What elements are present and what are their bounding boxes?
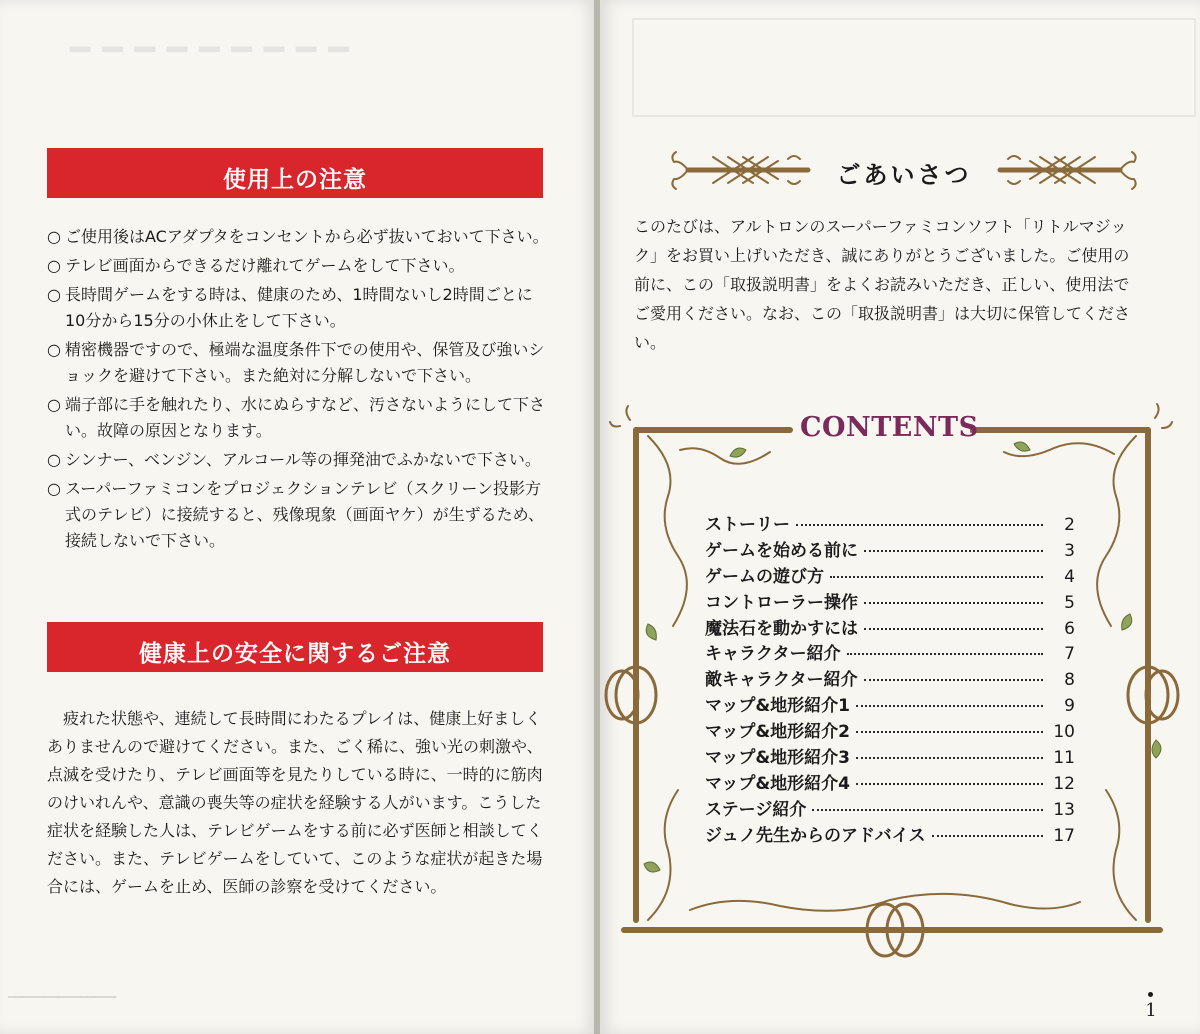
toc-entry[interactable] xyxy=(705,769,1075,795)
notice-item: ○ ご使用後はACアダプタをコンセントから必ず抜いておいて下さい。 xyxy=(47,224,552,250)
toc-label: ストーリー xyxy=(705,515,790,535)
toc-leader xyxy=(856,731,1043,733)
toc-entry[interactable] xyxy=(705,510,1075,536)
bullet-circle-icon: ○ xyxy=(47,450,61,469)
toc-page: 8 xyxy=(1064,670,1075,691)
toc-page: 13 xyxy=(1053,799,1075,820)
toc-label: コントローラー操作 xyxy=(705,592,858,613)
toc-leader xyxy=(864,628,1043,630)
bullet-circle-icon: ○ xyxy=(47,395,61,414)
toc-label: キャラクター紹介 xyxy=(705,644,841,665)
toc-label: マップ&地形紹介3 xyxy=(705,748,850,769)
bullet-circle-icon: ○ xyxy=(47,256,61,275)
bleed-through-text: ━ ━ ━ ━ ━ ━ ━ ━ ━ xyxy=(70,30,349,70)
bleed-through-text: ━━━━━━━━━━━━━━━ xyxy=(8,990,117,1004)
notice-item: ○ 精密機器ですので、極端な温度条件下での使用や、保管及び強いショックを避けて下さい。また絶対に分解しないで下さい。 xyxy=(47,337,552,389)
health-paragraph: 疲れた状態や、連続して長時間にわたるプレイは、健康上好ましくありませんので避けてください。また、ごく稀に、強い光の刺激や、点滅を受けたり、テレビ画面等を見たりしている時に、一時的に筋肉のけいれんや、意識の喪失等の症状を経験する人がいます。こうした症状を経験した人は、テレビゲームをする前に必ず医師と相談してください。また、テレビゲームをしていて、このような症状が起きた場合には、ゲームを止め、医師の診察を受けてください。 xyxy=(47,709,543,896)
toc-leader xyxy=(864,602,1043,604)
toc-entry[interactable] xyxy=(705,588,1075,614)
notice-item: ○ シンナー、ベンジン、アルコール等の揮発油でふかないで下さい。 xyxy=(47,447,552,473)
greeting-title: ごあいさつ xyxy=(836,161,972,189)
notice-banner xyxy=(47,148,543,198)
toc-label: ゲームの遊び方 xyxy=(705,566,824,587)
toc-page: 7 xyxy=(1064,644,1075,665)
toc-label: 敵キャラクター紹介 xyxy=(705,670,858,691)
toc-entry[interactable] xyxy=(705,614,1075,640)
toc-page: 12 xyxy=(1053,773,1075,794)
notice-item: ○ 端子部に手を触れたり、水にぬらすなど、汚さないようにして下さい。故障の原因となります。 xyxy=(47,392,552,444)
toc-page: 17 xyxy=(1053,825,1075,846)
toc-label: 魔法石を動かすには xyxy=(705,618,858,639)
notice-title: 使用上の注意 xyxy=(223,166,367,193)
toc-label: ゲームを始める前に xyxy=(705,540,858,561)
left-page xyxy=(0,0,596,1034)
toc-entry[interactable] xyxy=(705,691,1075,717)
toc-leader xyxy=(864,679,1043,681)
toc-leader xyxy=(856,783,1043,785)
toc-leader xyxy=(812,809,1043,811)
toc-page: 11 xyxy=(1053,748,1075,769)
notice-item: ○ テレビ画面からできるだけ離れてゲームをして下さい。 xyxy=(47,253,552,279)
toc-leader xyxy=(796,524,1043,526)
toc-entry[interactable] xyxy=(705,665,1075,691)
toc-page: 9 xyxy=(1064,696,1075,717)
toc-entry[interactable] xyxy=(705,717,1075,743)
toc-label: ステージ紹介 xyxy=(705,799,807,820)
greeting-header xyxy=(668,145,1140,195)
toc-leader xyxy=(856,757,1043,759)
toc-leader xyxy=(847,653,1043,655)
bullet-circle-icon: ○ xyxy=(47,340,61,359)
toc-entry[interactable] xyxy=(705,743,1075,769)
greeting-paragraph: このたびは、アルトロンのスーパーファミコンソフト「リトルマジック」をお買い上げいただき、誠にありがとうございました。ご使用の前に、この「取扱説明書」をよくお読みいただき、正しい、使用法でご愛用ください。なお、この「取扱説明書」は大切に保管してください。 xyxy=(634,217,1131,352)
toc-leader xyxy=(932,835,1044,837)
toc-label: ジュノ先生からのアドバイス xyxy=(705,825,926,846)
health-title: 健康上の安全に関するご注意 xyxy=(139,640,451,667)
page-number: 1 xyxy=(1145,1000,1157,1021)
toc-entry[interactable] xyxy=(705,639,1075,665)
bullet-circle-icon: ○ xyxy=(47,227,61,246)
toc-page: 6 xyxy=(1064,618,1075,639)
toc-label: マップ&地形紹介1 xyxy=(705,696,850,717)
toc-label: マップ&地形紹介4 xyxy=(705,773,850,794)
bullet-circle-icon: ○ xyxy=(47,285,61,304)
notice-item: ○ 長時間ゲームをする時は、健康のため、1時間ないし2時間ごとに10分から15分の小休止をして下さい。 xyxy=(47,282,552,334)
notice-list xyxy=(47,224,552,557)
bleed-through-frame xyxy=(632,18,1196,117)
toc-entry[interactable] xyxy=(705,795,1075,821)
toc-page: 5 xyxy=(1064,592,1075,613)
toc-entry[interactable] xyxy=(705,821,1075,847)
toc-page: 3 xyxy=(1064,540,1075,561)
toc-leader xyxy=(830,576,1043,578)
toc-leader xyxy=(864,550,1043,552)
health-banner xyxy=(47,622,543,672)
contents-title: CONTENTS xyxy=(800,412,979,443)
toc-page: 2 xyxy=(1064,515,1075,535)
page-number-dot xyxy=(1148,992,1153,997)
toc-entry[interactable] xyxy=(705,536,1075,562)
toc-label: マップ&地形紹介2 xyxy=(705,722,850,743)
toc-leader xyxy=(856,705,1043,707)
bullet-circle-icon: ○ xyxy=(47,479,61,498)
notice-item: ○ スーパーファミコンをプロジェクションテレビ（スクリーン投影方式のテレビ）に接続すると、残像現象（画面ヤケ）が生ずるため、接続しないで下さい。 xyxy=(47,476,552,554)
toc-page: 4 xyxy=(1064,566,1075,587)
toc-page: 10 xyxy=(1053,722,1075,743)
table-of-contents xyxy=(705,510,1075,847)
toc-entry[interactable] xyxy=(705,562,1075,588)
